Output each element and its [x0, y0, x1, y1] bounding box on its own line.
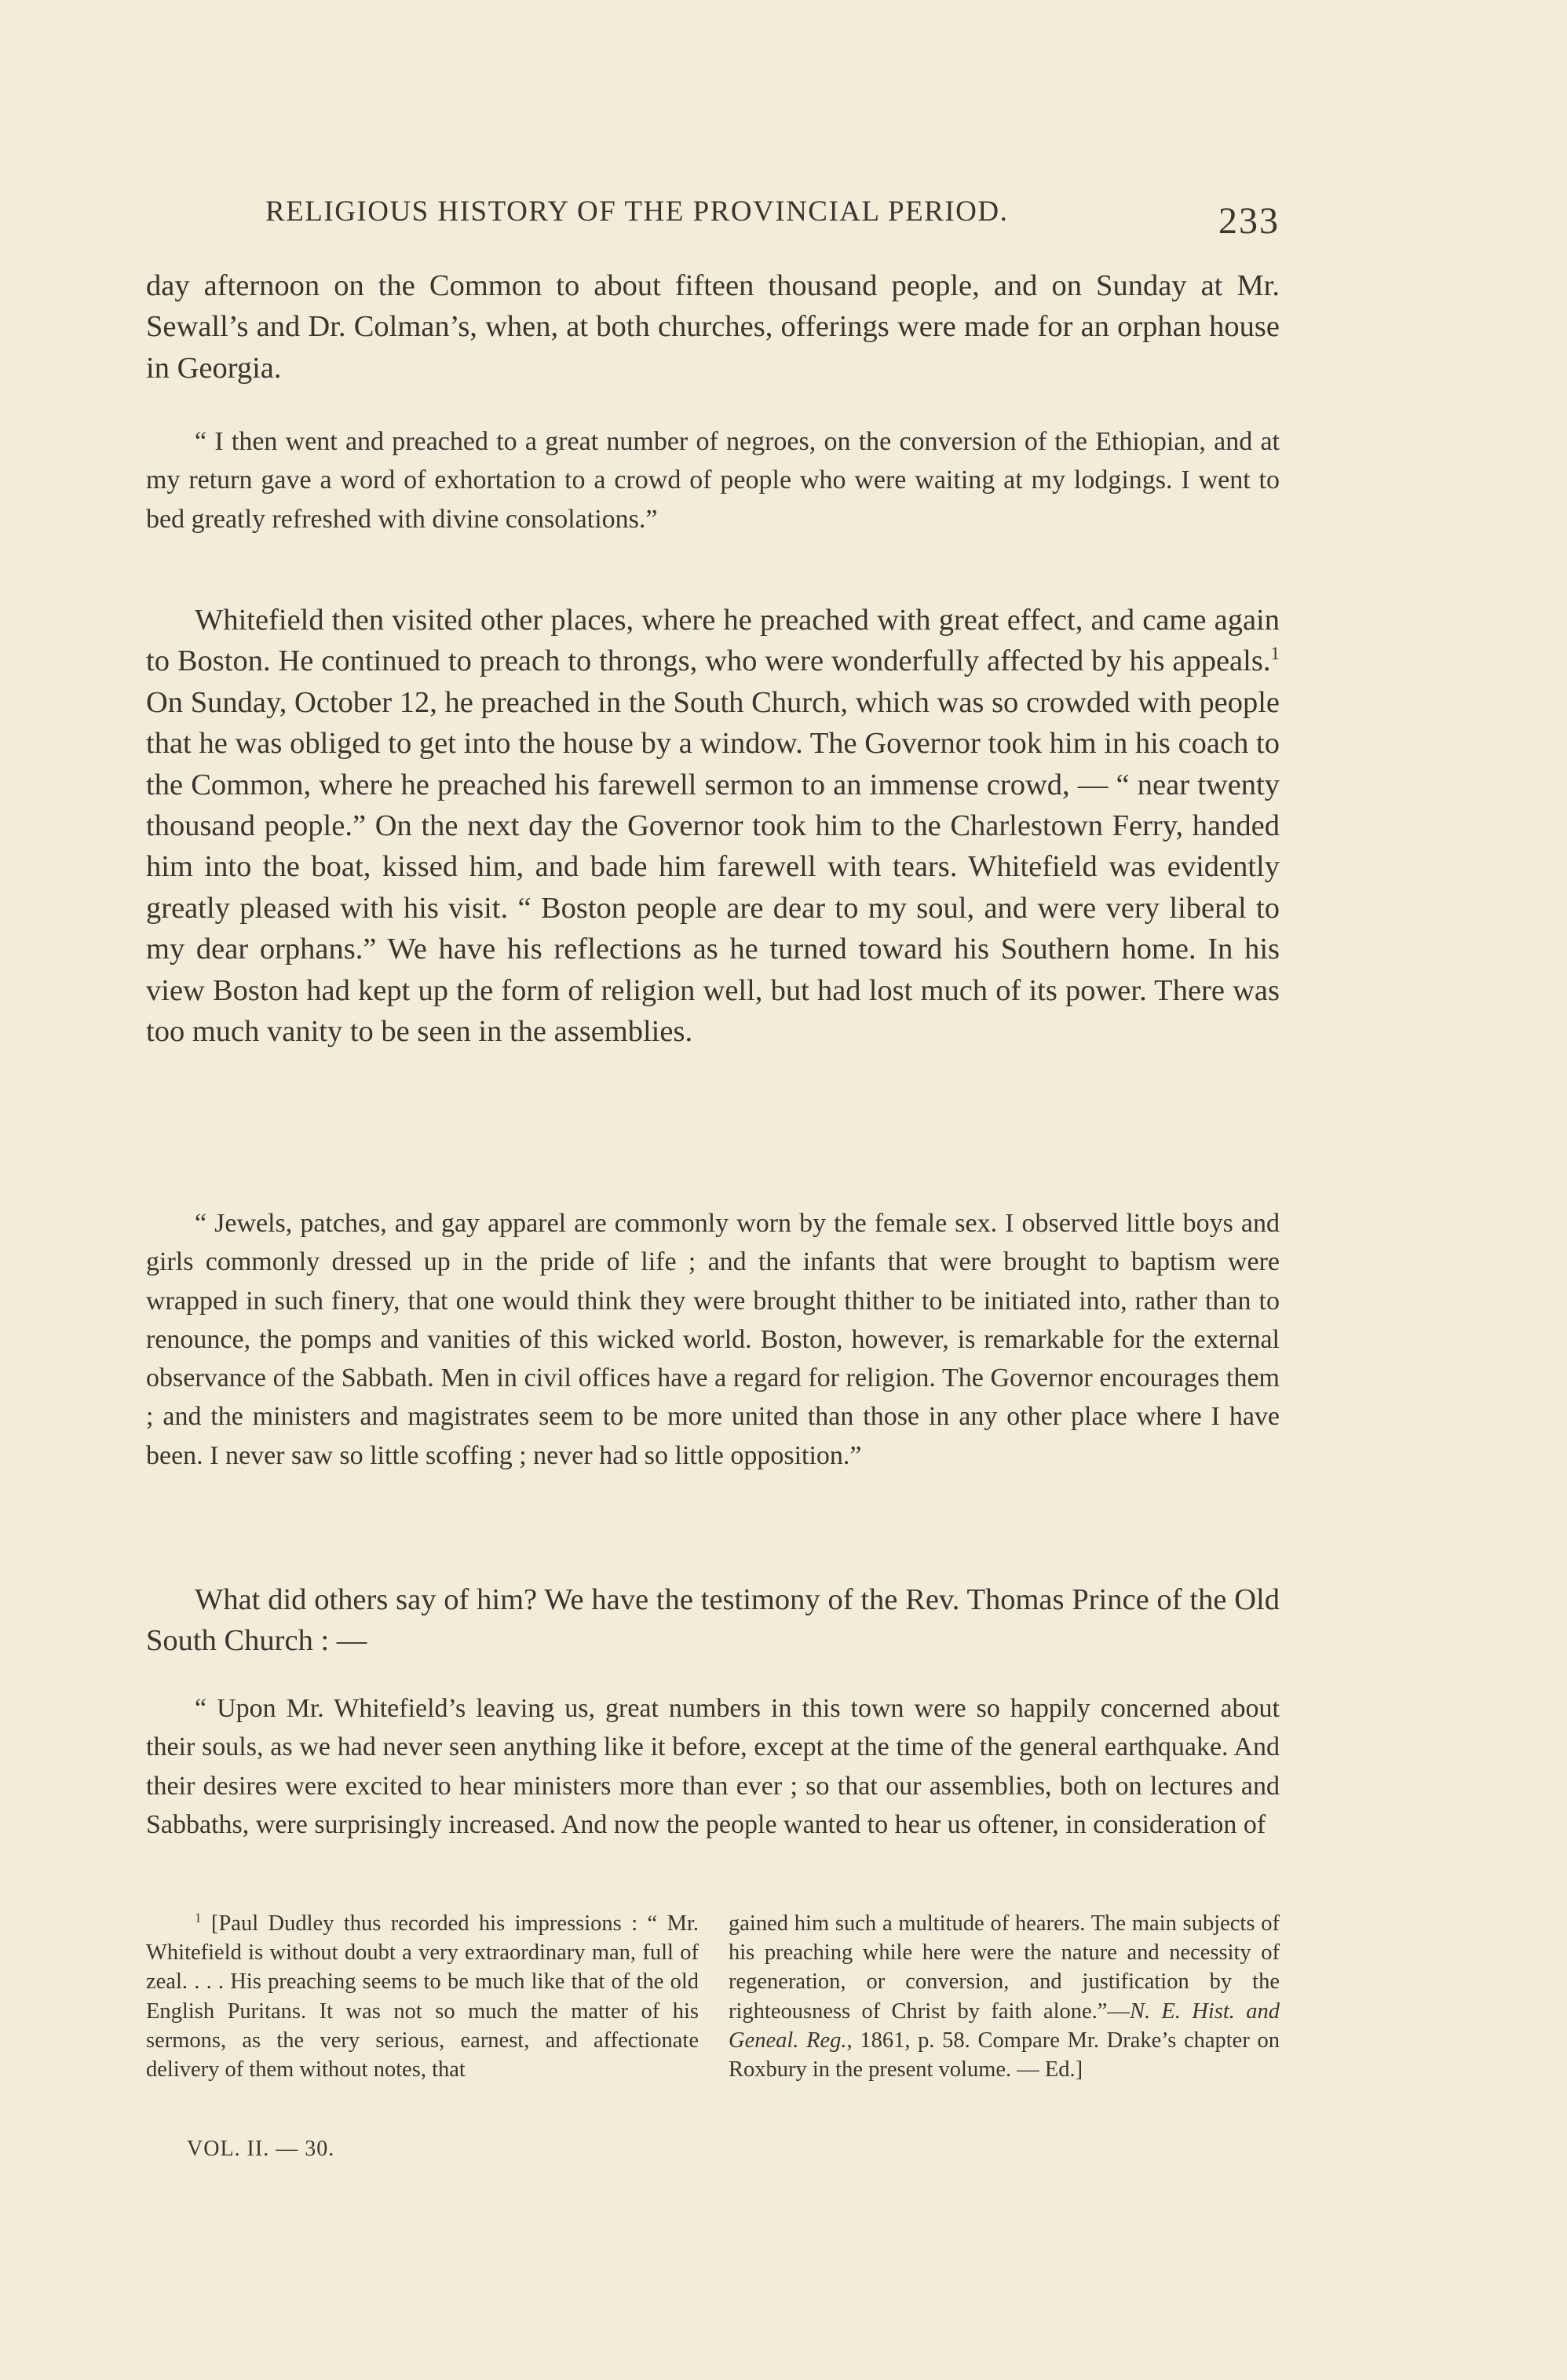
- footnote-right-text-a: gained him such a multitude of hearers. The main subjects of his preaching while here were the nature and necessity of regeneration, or conversion, and justification by the righteousness of Christ by faith alone.”—: [729, 1911, 1280, 2024]
- running-title: RELIGIOUS HISTORY OF THE PROVINCIAL PERIOD.: [265, 195, 1009, 228]
- paragraph-text-b: On Sunday, October 12, he preached in the South Church, which was so crowded with people that he was obliged to get into the house by a window. The Governor took him in his coach to the Common, where he preached his farewell sermon to an immense crowd, — “ near twenty thousand people.” On the next day the Governor took him to the Charlestown Ferry, handed him into the boat, kissed him, and bade him farewell with tears. Whitefield was evidently greatly pleased with his visit. “ Boston people are dear to my soul, and were very liberal to my dear orphans.” We have his reflections as he turned toward his Southern home. In his view Boston had kept up the form of religion well, but had lost much of its power. There was too much vanity to be seen in the assemblies.: [146, 685, 1280, 1049]
- footnote-right-column: [729, 1909, 1280, 2084]
- paragraph-text-a: Whitefield then visited other places, where he preached with great effect, and came again to Boston. He continued to preach to throngs, who were wonderfully affected by his appeals.: [146, 604, 1280, 678]
- footnote-right-text-b: , 1861, p. 58. Compare Mr. Drake’s chapter on Roxbury in the present volume. — Ed.]: [729, 2028, 1280, 2082]
- footnote-ref: 1: [1270, 643, 1280, 664]
- quote-jewels-patches: “ Jewels, patches, and gay apparel are commonly worn by the female sex. I observed little boys and girls commonly dressed up in the pride of life ; and the infants that were brought to baptism were wrapped in such finery, that one would think they were brought thither to be initiated into, rather than to renounce, the pomps and vanities of this wicked world. Boston, however, is remarkable for the external observance of the Sabbath. Men in civil offices have a regard for religion. The Governor encourages them ; and the ministers and magistrates seem to be more united than those in any other place where I have been. I never saw so little scoffing ; never had so little opposition.”: [146, 1209, 1280, 1470]
- page-number: 233: [1218, 200, 1280, 242]
- footnote-left-column: [146, 1909, 699, 2084]
- quote-thomas-prince: “ Upon Mr. Whitefield’s leaving us, great numbers in this town were so happily concerned about their souls, as we had never seen anything like it before, except at the time of the general earthquake. And their desires were excited to hear ministers more than ever ; so that our assemblies, both on lectures and Sabbaths, were surprisingly increased. And now the people wanted to hear us oftener, in consideration of: [146, 1694, 1280, 1839]
- paragraph-whitefield-visit: [146, 600, 1280, 1052]
- quote-whitefield-negroes: “ I then went and preached to a great number of negroes, on the conversion of the Ethiopian, and at my return gave a word of exhortation to a crowd of people who were waiting at my lodgings. I went to bed greatly refreshed with divine consolations.”: [146, 427, 1280, 534]
- paragraph-testimony: What did others say of him? We have the testimony of the Rev. Thomas Prince of the Old South Church : —: [146, 1583, 1280, 1658]
- signature-line: VOL. II. — 30.: [187, 2137, 335, 2161]
- footnote-marker: 1: [195, 1910, 202, 1926]
- paragraph-continuation: day afternoon on the Common to about fifteen thousand people, and on Sunday at Mr. Sewall’s and Dr. Colman’s, when, at both churches, offerings were made for an orphan house in Georgia.: [146, 269, 1280, 385]
- footnote-left-text: [Paul Dudley thus recorded his impressions : “ Mr. Whitefield is without doubt a very extraordinary man, full of zeal. . . . His preaching seems to be much like that of the old English Puritans. It was not so much the matter of his sermons, as the very serious, earnest, and affectionate delivery of them without notes, that: [146, 1911, 699, 2082]
- footnote-source-title: N. E. Hist. and Geneal. Reg.: [729, 1999, 1280, 2053]
